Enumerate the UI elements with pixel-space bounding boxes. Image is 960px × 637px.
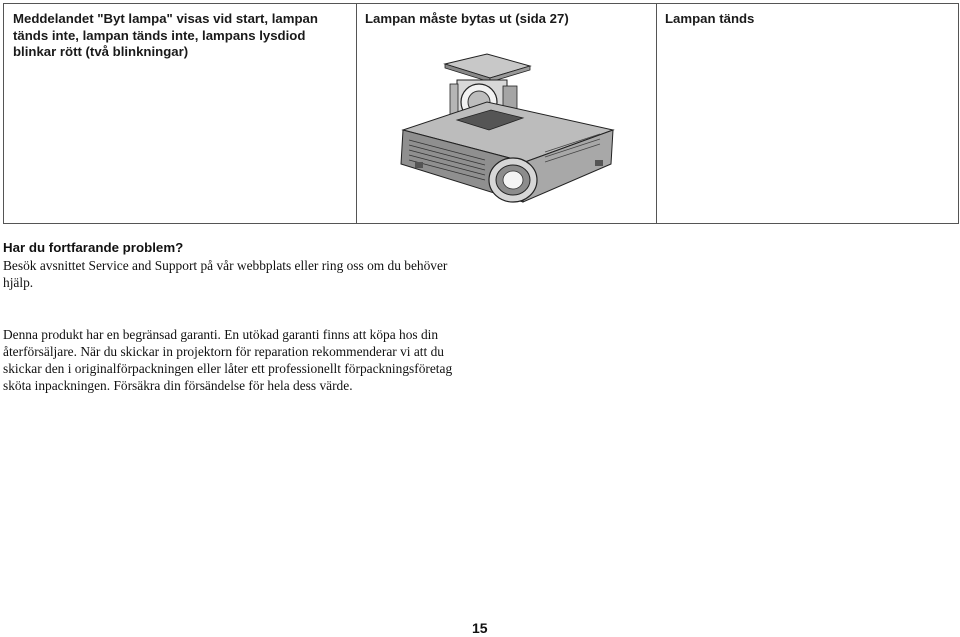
projector-lamp-illustration (395, 52, 620, 208)
cause-text: Lampan måste bytas ut (sida 27) (365, 11, 569, 26)
page-number: 15 (472, 620, 488, 636)
problem-cell (4, 4, 357, 224)
solution-text: Lampan tänds (665, 11, 755, 26)
support-paragraph: Besök avsnittet Service and Support på vår webbplats eller ring oss om du behöver hjälp. (3, 258, 448, 290)
problem-heading: Har du fortfarande problem? (3, 240, 184, 255)
warranty-paragraph: Denna produkt har en begränsad garanti. En utökad garanti finns att köpa hos din återförsäljare. När du skickar in projektorn för reparation rekommenderar vi att du skickar den i originalförpackningen eller låter ett professionellt förpackningsföretag sköta inpackningen. Försäkra din försändelse för hela dess värde. (3, 327, 453, 393)
solution-cell (657, 4, 959, 224)
problem-text: Meddelandet "Byt lampa" visas vid start, lampan tänds inte, lampan tänds inte, lampans lysdiod blinkar rött (två blinkningar) (13, 11, 318, 59)
